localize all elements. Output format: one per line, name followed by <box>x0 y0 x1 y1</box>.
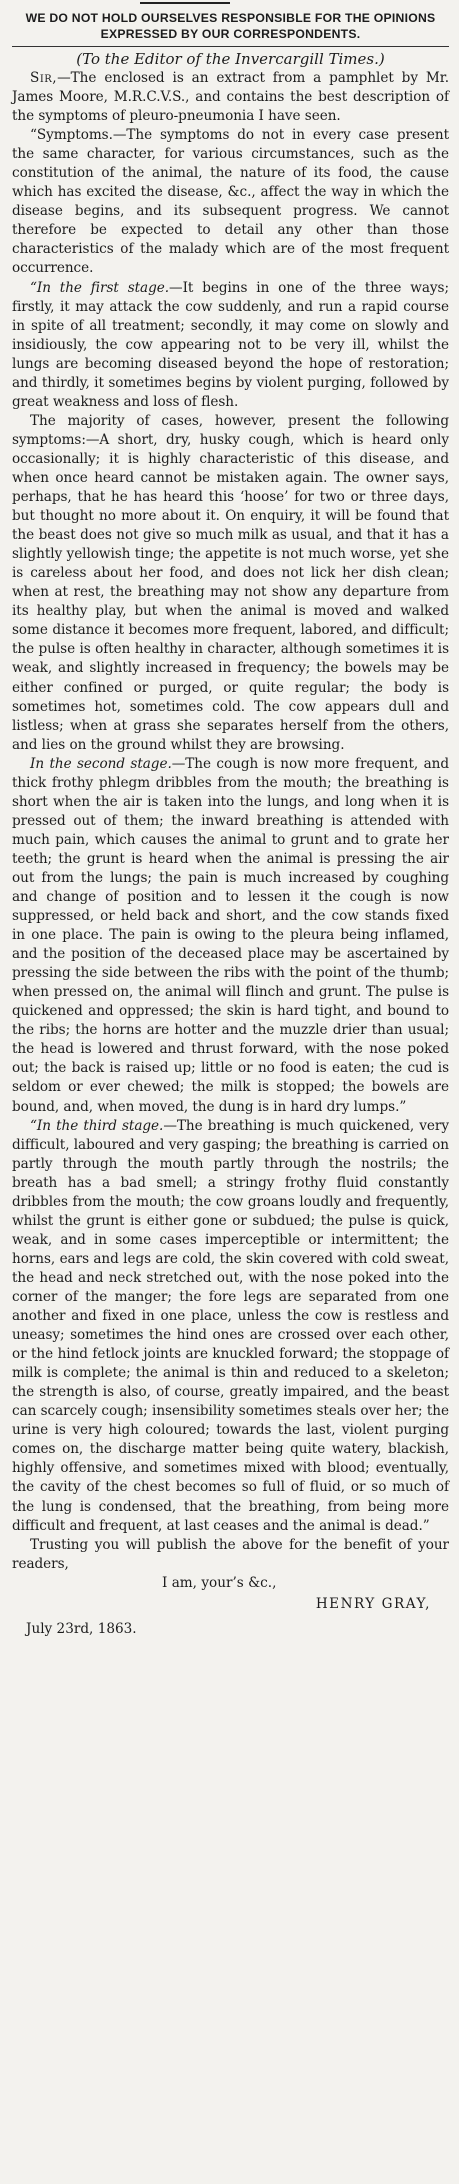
majority-paragraph <box>12 412 449 755</box>
symptoms-heading: “Symptoms. <box>30 127 113 144</box>
closing-paragraph <box>12 1536 449 1574</box>
letter-addressee: (To the Editor of the Invercargill Times.) <box>76 50 385 68</box>
salutation: Sir, <box>30 70 58 86</box>
third-stage-paragraph <box>12 1117 449 1536</box>
third-stage-text: —The breathing is much quickened, very difficult, laboured and very gasping; the breathing is carried on partly through the mouth partly through the nostrils; the breath has a bad smell; a stringy frothy fluid constantly dribbles from the mouth; the cow groans loudly and frequently, whilst the grunt is either gone or subdued; the pulse is quick, weak, and in some cases imperceptible or intermittent; the horns, ears and legs are cold, the skin covered with cold sweat, the head and neck stretched out, with the nose poked into the corner of the manger; the fore legs are separated from one another and fixed in one place, unless the cow is restless and uneasy; sometimes the hind ones are crossed over each other, or the hind fetlock joints are knuckled forward; the stoppage of milk is complete; the animal is thin and reduced to a skeleton; the strength is also, of course, greatly impaired, and the beast can scarcely cough; insensibility sometimes steals over her; the urine is very high coloured; towards the last, violent purging comes on, the discharge matter being quite watery, blackish, highly offensive, and sometimes mixed with blood; eventually, the cavity of the chest becomes so full of fluid, or so much of the lung is condensed, that the breathing, from being more difficult and frequent, at last ceases and the animal is dead.” <box>12 1117 449 1534</box>
signature-name: HENRY GRAY, <box>315 1595 431 1612</box>
top-rule <box>140 2 230 4</box>
second-stage-text: —The cough is now more frequent, and thick frothy phlegm dribbles from the mouth; the breathing is short when the air is taken into the lungs, and long when it is pressed out of them; the inward breathing is attended with much pain, which causes the animal to grunt and to grate her teeth; the grunt is heard when the animal is pressing the air out from the lungs; the pain is much increased by coughing and change of position and to lessen it the cough is now suppressed, or held back and short, and the cow stands fixed in one place. The pain is owing to the pleura being inflamed, and the position of the deceased place may be ascertained by pressing the side between the ribs with the point of the thumb; when pressed on, the animal will flinch and grunt. The pulse is quickened and oppressed; the skin is hard tight, and bound to the ribs; the horns are hotter and the muzzle drier than usual; the head is lowered and thrust forward, with the nose poked out; the back is raised up; little or no food is eaten; the cud is seldom or ever chewed; the milk is stopped; the bowels are bound, and, when moved, the dung is in hard dry lumps.” <box>12 755 449 1115</box>
intro-text: —The enclosed is an extract from a pamphlet by Mr. James Moore, M.R.C.V.S., and contains the best description of the symptoms of pleuro-pneumonia I have seen. <box>12 70 449 125</box>
first-stage-label: “In the first stage. <box>30 279 170 296</box>
second-stage-paragraph <box>12 755 449 1117</box>
closing-text: Trusting you will publish the above for the benefit of your readers, <box>12 1536 449 1572</box>
valediction: I am, your’s &c., <box>162 1574 277 1591</box>
second-stage-label: In the second stage. <box>30 755 172 772</box>
symptoms-text: —The symptoms do not in every case present the same character, for various circumstances, such as the constitution of the animal, the nature of its food, the cause which has excited the disease, &c., affect the way in which the disease begins, and its subsequent progress. We cannot therefore be expected to detail any other than those characteristics of the malady which are of the most frequent occurrence. <box>12 127 449 277</box>
editorial-disclaimer: WE DO NOT HOLD OURSELVES RESPONSIBLE FOR THE OPINIONS EXPRESSED BY OUR CORRESPONDENTS. <box>25 11 436 41</box>
majority-text: The majority of cases, however, present the following symptoms:—A short, dry, husky cough, which is heard only occasionally; it is highly characteristic of this disease, and when once heard cannot be mistaken again. The owner says, perhaps, that he has heard this ‘hoose’ for two or three days, but thought no more about it. On enquiry, it will be found that the beast does not give so much milk as usual, and that it has a slightly yellowish tinge; the appetite is not much worse, yet she is careless about her food, and does not lick her dish clean; when at rest, the breathing may not show any departure from its healthy play, but when the animal is moved and walked some distance it becomes more frequent, labored, and difficult; the pulse is often healthy in character, although sometimes it is weak, and slightly increased in frequency; the bowels may be either confined or purged, or quite regular; the body is sometimes hot, sometimes cold. The cow appears dull and listless; when at grass she separates herself from the others, and lies on the ground whilst they are browsing. <box>12 412 449 753</box>
symptoms-paragraph <box>12 126 449 278</box>
letter-signoff <box>12 1574 449 1639</box>
third-stage-label: “In the third stage. <box>30 1117 164 1134</box>
letter-date: July 23rd, 1863. <box>26 1620 137 1637</box>
separator-rule <box>12 46 449 47</box>
first-stage-text: —It begins in one of the three ways; firstly, it may attack the cow suddenly, and run a rapid course in spite of all treatment; secondly, it may come on slowly and insidiously, the cow appearing not to be very ill, whilst the lungs are becoming diseased beyond the hope of restoration; and thirdly, it sometimes begins by violent purging, followed by great weakness and loss of flesh. <box>12 279 450 410</box>
intro-paragraph <box>12 69 449 126</box>
letter-body <box>12 69 449 1574</box>
first-stage-paragraph <box>12 279 449 412</box>
